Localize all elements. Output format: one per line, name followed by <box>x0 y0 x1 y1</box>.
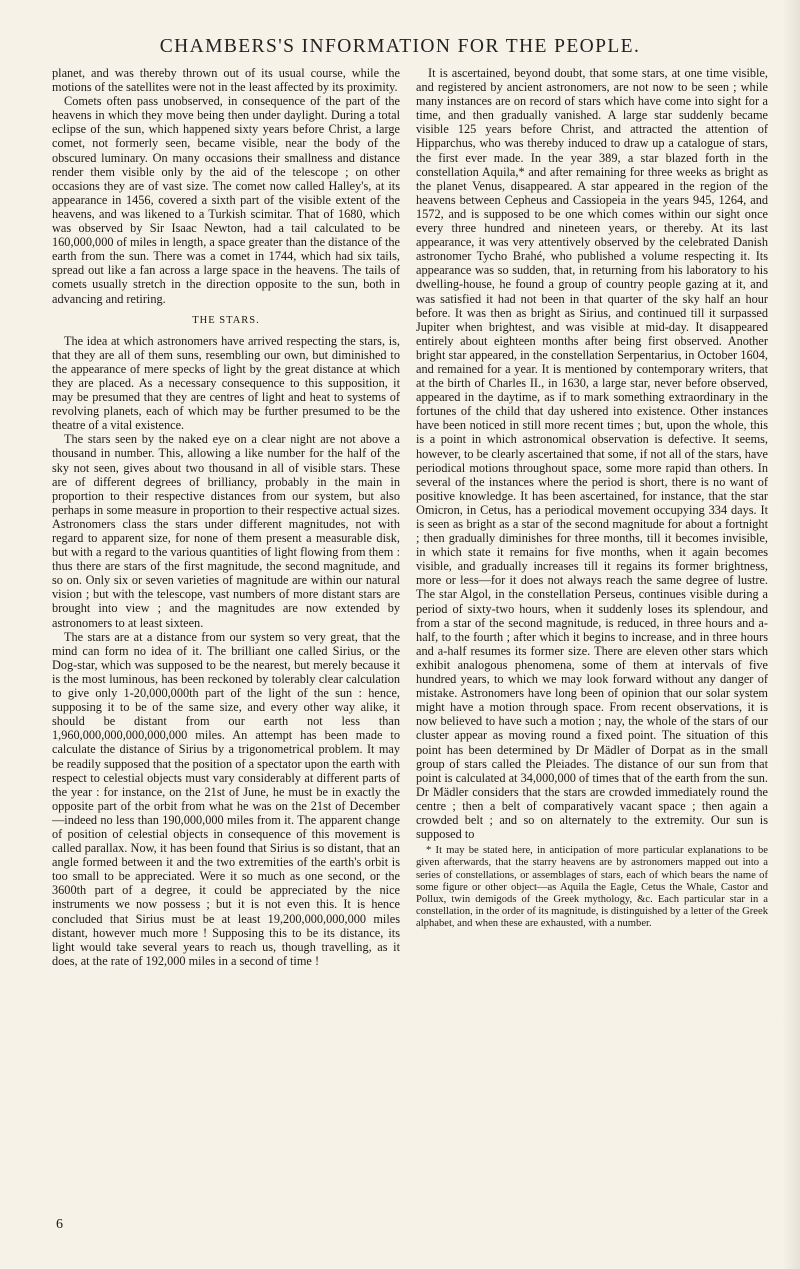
paragraph: The idea at which astronomers have arrived respecting the stars, is, that they are all of them suns, resembling our own, but diminished to the appearance of mere specks of light by the great distance at which they are placed. As a necessary consequence to this supposition, it may be presumed that they are centres of light and heat to systems of revolving planets, each of which may be further presumed to be the theatre of a vital existence. <box>52 333 400 433</box>
footnote <box>416 845 768 930</box>
page-edge-shadow <box>782 0 800 1269</box>
section-heading: THE STARS. <box>192 314 260 326</box>
right-column <box>416 66 768 931</box>
paragraph: The stars are at a distance from our system so very great, that the mind can form no idea of it. The brilliant one called Sirius, or the Dog-star, which was supposed to be the nearest, but merely because it is the most luminous, has been reckoned by tolerably clear calculation to give only 1-20,000,000th part of the light of the sun : hence, supposing it to be of the same size, and every other way alike, it should be distant from our earth not less than 1,960,000,000,000,000,000 miles. An attempt has been made to calculate the distance of Sirius by a trigonometrical problem. It may be readily supposed that the position of a spectator upon the earth with respect to celestial objects must vary considerably at different parts of the year : for instance, on the 21st of June, he must be in exactly the opposite part of the orbit from what he was on the 21st of December—indeed no less than 190,000,000 miles from it. The apparent change of position of celestial objects in consequence of this movement is called parallax. Now, it has been found that Sirius is so distant, that an angle formed between it and the two extremities of the earth's orbit is too small to be appreciated. Were it so much as one second, or the 3600th part of a degree, it could be appreciated by the nice instruments we now possess ; but it is not even this. It is hence concluded that Sirius must be at least 19,200,000,000,000 miles distant, however much more ! Supposing this to be its distance, its light would take several years to reach us, though travelling, as it does, at the rate of 192,000 miles in a second of time ! <box>52 629 400 968</box>
footnote-text: * It may be stated here, in anticipation of more particular explanations to be given afterwards, that the starry heavens are by astronomers mapped out into a series of constellations, or assemblages of stars, each of which bears the name of some figure or other object—as Aquila the Eagle, Cetus the Whale, Castor and Pollux, twin demigods of the Greek mythology, &c. Each particular star in a constellation, in the order of its magnitude, is distinguished by a letter of the Greek alphabet, and when these are exhausted, with a number. <box>416 845 768 930</box>
paragraph: planet, and was thereby thrown out of its usual course, while the motions of the satellites were not in the least affected by its proximity. <box>52 66 400 95</box>
paragraph: The stars seen by the naked eye on a clear night are not above a thousand in number. This, allowing a like number for the half of the sky not seen, gives about two thousand in all of visible stars. These are of different degrees of brilliancy, probably in the main in proportion to their respective distances from our system, but also perhaps in some measure in proportion to their respective actual sizes. Astronomers class the stars under different magnitudes, not with regard to apparent size, for none of them present a measurable disk, but with a regard to the various quantities of light flowing from them : thus there are stars of the first magnitude, the second magnitude, and so on. Only six or seven varieties of magnitude are within our natural vision ; but with the telescope, vast numbers of more distant stars are brought into view ; and the magnitudes are now extended by astronomers to at least sixteen. <box>52 432 400 630</box>
page-number: 6 <box>56 1217 63 1232</box>
paragraph: Comets often pass unobserved, in consequence of the part of the heavens in which they move being then under daylight. During a total eclipse of the sun, which happened sixty years before Christ, a large comet, not formerly seen, became visible, near the body of the obscured luminary. On many occasions their smallness and distance render them visible only by the aid of the telescope ; on other occasions they are of vast size. The comet now called Halley's, at its appearance in 1456, covered a sixth part of the visible extent of the heavens, and was likened to a Turkish scimitar. That of 1680, which was observed by Sir Isaac Newton, had a tail calculated to be 160,000,000 of miles in length, a space greater than the distance of the earth from the sun. There was a comet in 1744, which had six tails, spread out like a fan across a large space in the heavens. The tails of comets usually stretch in the direction opposite to the sun, both in advancing and retiring. <box>52 94 400 306</box>
paragraph: It is ascertained, beyond doubt, that some stars, at one time visible, and registered by ancient astronomers, are not now to be seen ; while many instances are on record of stars which have come into sight for a time, and then gradually vanished. A large star suddenly became visible 125 years before Christ, and attracted the attention of Hipparchus, who was thereby induced to draw up a catalogue of stars, the first ever made. In the year 389, a star blazed forth in the constellation Aquila,* and after remaining for three weeks as bright as the planet Venus, disappeared. A star appeared in the region of the heavens between Cepheus and Cassiopeia in the years 945, 1264, and 1572, and is supposed to be one which comes within our sight once every three hundred and nineteen years, or thereby. At its last appearance, it was very attentively observed by the celebrated Danish astronomer Tycho Brahé, who published a volume respecting it. Its appearance was so sudden, that, in returning from his laboratory to his dwelling-house, he found a group of country people gazing at it, and was satisfied it had not been in that quarter of the sky half an hour before. It was then as bright as Sirius, and continued till it surpassed Jupiter when brightest, and was visible at mid-day. It disappeared entirely about eighteen months after being first observed. Another bright star appeared, in the constellation Serpentarius, in October 1604, and remained for a year. It is mentioned by contemporary writers, that at the birth of Charles II., in 1630, a large star, never before observed, appeared in the daytime, as if to mark something extraordinary in the fortunes of the child that day ushered into existence. Other instances have been noticed in still more recent times ; but, upon the whole, this is a point in which astronomical observation is defective. It seems, however, to be clearly ascertained that some, if not all of the stars, have periodical motions throughout space, some more rapid than others. In several of the instances where the period is short, there is no want of positive knowledge. It has been ascertained, for instance, that the star Omicron, in Cetus, has a periodical movement occupying 334 days. It is seen as bright as a star of the second magnitude for about a fortnight ; then gradually diminishes for three months, till it becomes invisible, in which state it remains for five months, when it again becomes visible, and gradually increases till it regains its former brightness, more or less—for it does not always reach the same degree of lustre. The star Algol, in the constellation Perseus, continues visible during a period of sixty-two hours, when it suddenly loses its splendour, and from a star of the second magnitude, is reduced, in three hours and a-half, to the fourth ; after which it begins to increase, and in three hours and a-half resumes its former size. There are eleven other stars which exhibit analogous phenomena, some of them at intervals of five hundred years, to which we may look forward without any danger of mistake. Astronomers have long been of opinion that our solar system might have a motion through space. From recent observations, it is now believed to have such a motion ; nay, the whole of the stars of our cluster appear as moving round a fixed point. The situation of this point has been determined by Dr Mädler of Dorpat as in the small group of stars called the Pleiades. The distance of our sun from that point is calculated at 34,000,000 of times that of the earth from the sun. Dr Mädler considers that the stars are crowded immediately round the centre ; then a belt of comparatively vacant space ; then again a crowded belt ; and so on alternately to the extremity. Our sun is supposed to <box>416 66 768 842</box>
running-header: CHAMBERS'S INFORMATION FOR THE PEOPLE. <box>159 36 641 57</box>
left-column <box>52 66 400 968</box>
